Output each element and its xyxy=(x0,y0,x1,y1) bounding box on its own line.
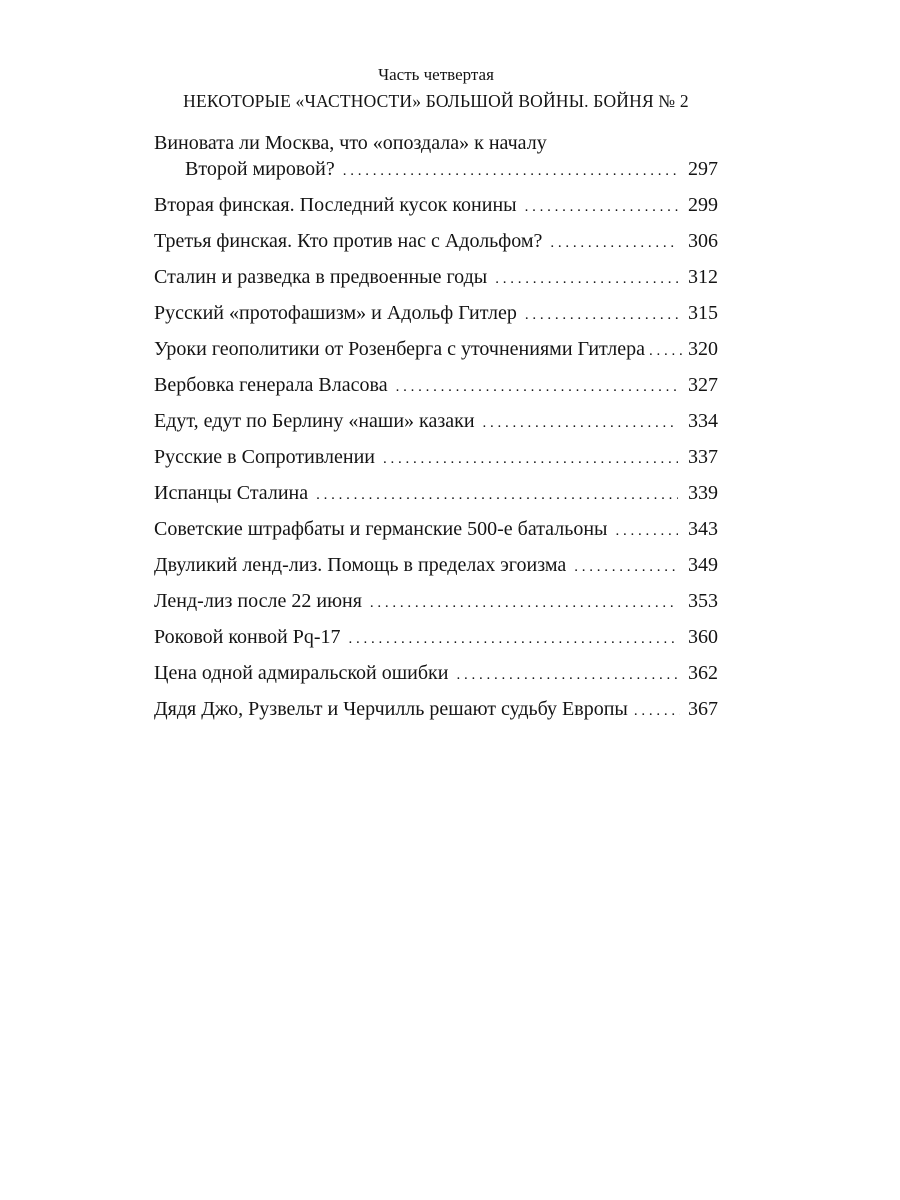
toc-entry-page: 327 xyxy=(688,374,718,396)
dot-leader xyxy=(615,518,678,544)
dot-leader xyxy=(370,590,678,616)
toc-entry-page: 299 xyxy=(688,194,718,216)
toc-entry-title: Вербовка генерала Власова xyxy=(154,374,388,396)
toc-entry-page: 337 xyxy=(688,446,718,468)
dot-leader xyxy=(456,662,678,688)
dot-leader xyxy=(343,158,678,184)
dot-leader xyxy=(649,338,684,364)
toc-entry-title: Второй мировой? xyxy=(185,158,335,180)
toc-entry[interactable] xyxy=(154,696,718,724)
toc-entry-title: Роковой конвой Pq-17 xyxy=(154,626,341,648)
part-title: НЕКОТОРЫЕ «ЧАСТНОСТИ» БОЛЬШОЙ ВОЙНЫ. БОЙНЯ № 2 xyxy=(183,91,689,111)
toc-entry-title: Ленд-лиз после 22 июня xyxy=(154,590,362,612)
toc-entry-row xyxy=(154,444,718,472)
toc-entry-row xyxy=(154,408,718,436)
dot-leader xyxy=(316,482,678,508)
toc-entry-title: Русские в Сопротивлении xyxy=(154,446,375,468)
toc-entry-title: Советские штрафбаты и германские 500-е батальоны xyxy=(154,518,608,540)
toc-entry[interactable] xyxy=(154,408,718,436)
toc-entry-row xyxy=(154,552,718,580)
toc-entry-title: Двуликий ленд-лиз. Помощь в пределах эгоизма xyxy=(154,554,567,576)
part-header xyxy=(154,62,718,114)
dot-leader xyxy=(483,410,678,436)
toc-entry-page: 353 xyxy=(688,590,718,612)
toc-entry-title: Русский «протофашизм» и Адольф Гитлер xyxy=(154,302,517,324)
toc-entry-row xyxy=(154,192,718,220)
toc-entry-page: 367 xyxy=(688,698,718,720)
toc-entry-title: Третья финская. Кто против нас с Адольфом? xyxy=(154,230,543,252)
toc-entry[interactable] xyxy=(154,264,718,292)
toc-entry[interactable] xyxy=(154,660,718,688)
toc-entry[interactable] xyxy=(154,228,718,256)
toc-entry-title: Цена одной адмиральской ошибки xyxy=(154,662,449,684)
dot-leader xyxy=(574,554,678,580)
dot-leader xyxy=(396,374,678,400)
toc-entry-page: 334 xyxy=(688,410,718,432)
toc-entry[interactable] xyxy=(154,372,718,400)
toc-entry-page: 297 xyxy=(688,158,718,180)
toc-entry-title: Вторая финская. Последний кусок конины xyxy=(154,194,517,216)
toc-entry-page: 320 xyxy=(688,338,718,360)
toc-entry-row xyxy=(154,588,718,616)
toc-entry[interactable] xyxy=(154,516,718,544)
toc-entry-page: 360 xyxy=(688,626,718,648)
toc-entry-row xyxy=(154,696,718,724)
toc-entry-row xyxy=(154,264,718,292)
toc-entry[interactable] xyxy=(154,588,718,616)
toc-entry-row xyxy=(154,624,718,652)
toc-entry[interactable] xyxy=(154,192,718,220)
dot-leader xyxy=(525,302,678,328)
toc-entry-row xyxy=(154,660,718,688)
toc-entry-title: Уроки геополитики от Розенберга с уточнениями Гитлера xyxy=(154,338,645,360)
toc-entry-page: 339 xyxy=(688,482,718,504)
toc-entry-title: Едут, едут по Берлину «наши» казаки xyxy=(154,410,475,432)
toc-entry-title: Сталин и разведка в предвоенные годы xyxy=(154,266,488,288)
dot-leader xyxy=(495,266,678,292)
toc-entry[interactable] xyxy=(154,480,718,508)
toc-entry-row xyxy=(154,300,718,328)
toc-entry-page: 343 xyxy=(688,518,718,540)
toc-entry[interactable] xyxy=(154,336,718,364)
toc-entry-row xyxy=(154,480,718,508)
toc-entry-page: 315 xyxy=(688,302,718,324)
toc-entry-page: 349 xyxy=(688,554,718,576)
toc-entry-row xyxy=(154,516,718,544)
toc-entry[interactable] xyxy=(154,624,718,652)
dot-leader xyxy=(634,698,680,724)
toc-entry[interactable] xyxy=(154,130,718,184)
toc-entry-row xyxy=(154,336,718,364)
toc-entry-page: 306 xyxy=(688,230,718,252)
toc-entry-row xyxy=(154,228,718,256)
toc-entry-title: Дядя Джо, Рузвельт и Черчилль решают судьбу Европы xyxy=(154,698,628,720)
dot-leader xyxy=(349,626,678,652)
toc-entry-title-line1: Виновата ли Москва, что «опоздала» к началу xyxy=(154,132,547,154)
toc-entry[interactable] xyxy=(154,300,718,328)
toc-entry-page: 362 xyxy=(688,662,718,684)
dot-leader xyxy=(525,194,678,220)
dot-leader xyxy=(550,230,678,256)
toc-entry-row xyxy=(154,372,718,400)
toc-entry-title: Испанцы Сталина xyxy=(154,482,309,504)
part-label: Часть четвертая xyxy=(378,65,494,84)
toc-entry-row xyxy=(154,156,718,184)
toc-list xyxy=(154,130,718,724)
dot-leader xyxy=(383,446,678,472)
toc-entry[interactable] xyxy=(154,444,718,472)
toc-entry-page: 312 xyxy=(688,266,718,288)
toc-entry[interactable] xyxy=(154,552,718,580)
table-of-contents-page xyxy=(154,62,718,732)
